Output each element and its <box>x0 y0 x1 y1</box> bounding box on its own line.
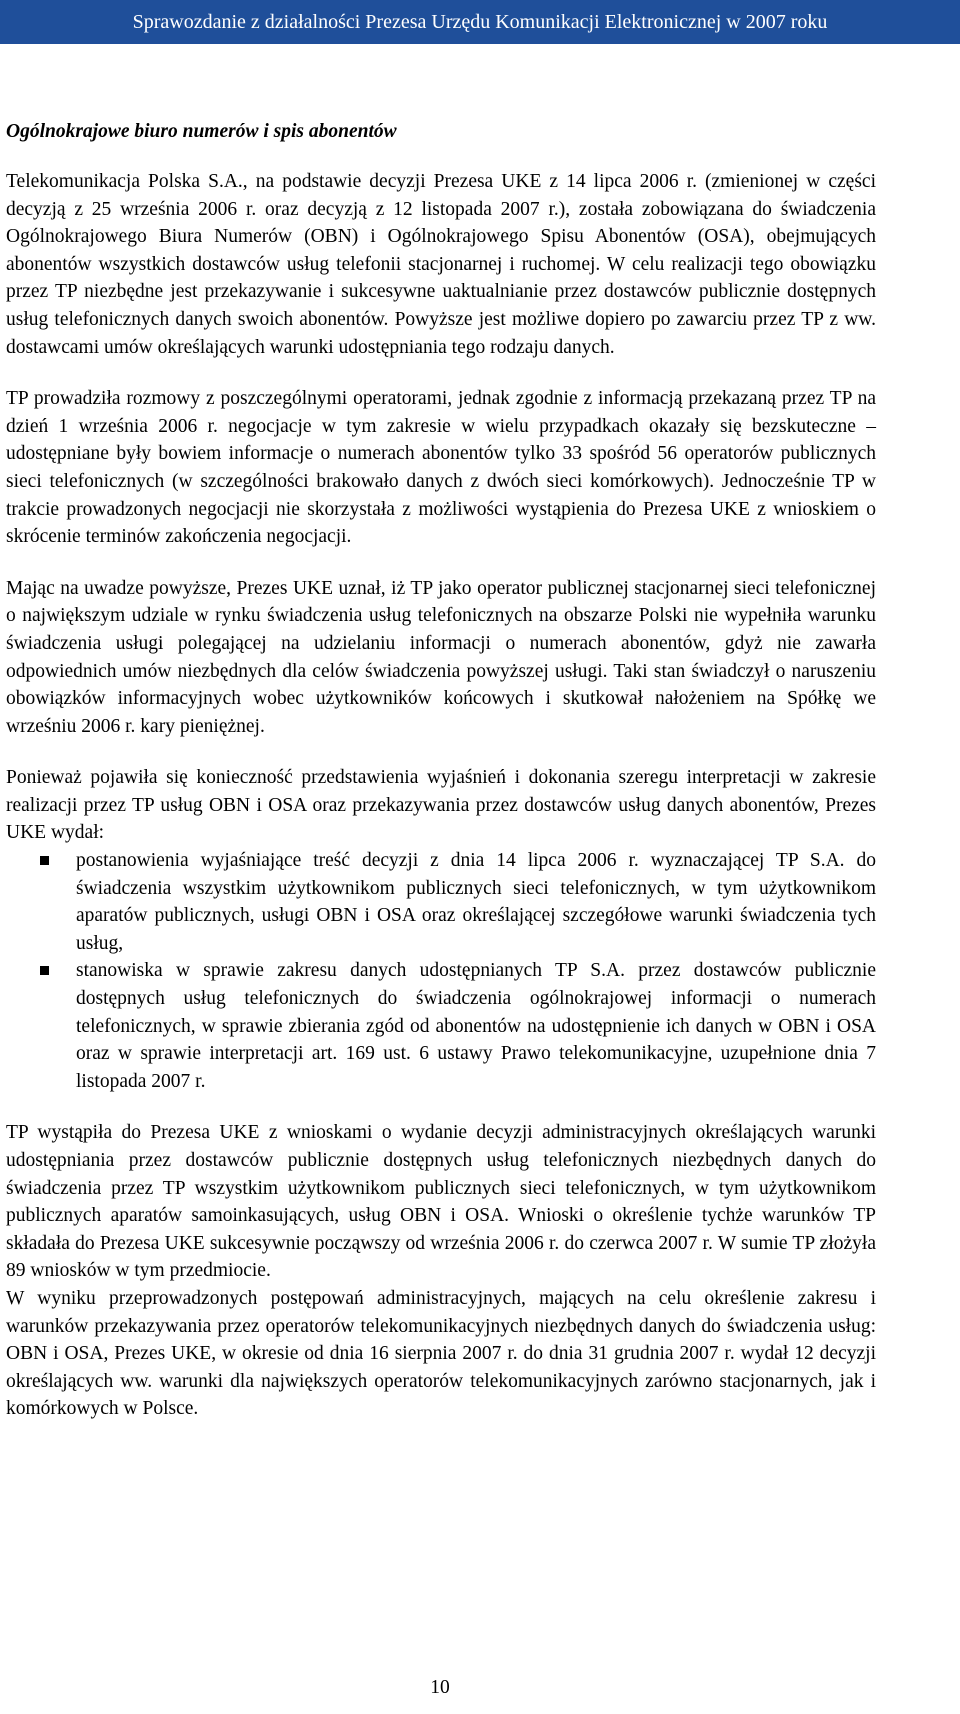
document-body <box>6 118 876 1423</box>
square-bullet-icon <box>40 966 49 975</box>
section-title: Ogólnokrajowe biuro numerów i spis abonentów <box>6 121 397 142</box>
list-item <box>6 957 876 1095</box>
square-bullet-icon <box>40 856 49 865</box>
paragraph-negotiations: TP prowadziła rozmowy z poszczególnymi operatorami, jednak zgodnie z informacją przekazaną przez TP na dzień 1 września 2006 r. negocjacje w tym zakresie w wielu przypadkach okazały się bezskuteczne – udostępniane były bowiem informacje o numerach abonentów tylko 33 spośród 56 operatorów publicznych sieci telefonicznych (w szczególności brakowało danych z dwóch sieci komórkowych). Jednocześnie TP w trakcie prowadzonych negocjacji nie skorzystała z możliwości wystąpienia do Prezesa UKE z wnioskiem o skrócenie terminów zakończenia negocjacji. <box>6 388 876 548</box>
paragraph-penalty: Mając na uwadze powyższe, Prezes UKE uznał, iż TP jako operator publicznej stacjonarnej sieci telefonicznej o największym udziale w rynku świadczenia usług telefonicznych na obszarze Polski nie wypełniła warunku świadczenia usługi polegającej na udzielaniu informacji o numerach abonentów, gdyż nie zawarła odpowiednich umów niezbędnych dla celów świadczenia powyższej usługi. Taki stan świadczył o naruszeniu obowiązków informacyjnych wobec użytkowników końcowych i skutkował nałożeniem na Spółkę we wrześniu 2006 r. kary pieniężnej. <box>6 577 876 737</box>
paragraph-interpretations-intro: Ponieważ pojawiła się konieczność przedstawienia wyjaśnień i dokonania szeregu interpretacji w zakresie realizacji przez TP usług OBN i OSA oraz przekazywania przez dostawców usług danych abonentów, Prezes UKE wydał: <box>6 767 876 844</box>
list-item-text: stanowiska w sprawie zakresu danych udostępnianych TP S.A. przez dostawców publicznie dostępnych usług telefonicznych do świadczenia ogólnokrajowej informacji o numerach telefonicznych, w sprawie zbierania zgód od abonentów na udostępnienie ich danych w OBN i OSA oraz w sprawie interpretacji art. 169 ust. 6 ustawy Prawo telekomunikacyjne, uzupełnione dnia 7 listopada 2007 r. <box>76 960 876 1092</box>
decisions-list <box>6 847 876 1095</box>
paragraph-administrative-decisions: W wyniku przeprowadzonych postępowań administracyjnych, mających na celu określenie zakresu i warunków przekazywania przez operatorów telekomunikacyjnych niezbędnych danych do świadczenia usług: OBN i OSA, Prezes UKE, w okresie od dnia 16 sierpnia 2007 r. do dnia 31 grudnia 2007 r. wydał 12 decyzji określających ww. warunki dla największych operatorów telekomunikacyjnych zarówno stacjonarnych, jak i komórkowych w Polsce. <box>6 1287 876 1420</box>
paragraph-tp-applications: TP wystąpiła do Prezesa UKE z wnioskami o wydanie decyzji administracyjnych określających warunki udostępniania przez dostawców publicznie dostępnych usług telefonicznych niezbędnych danych do świadczenia przez TP wszystkim użytkownikom publicznych sieci telefonicznych, w tym użytkownikom publicznych aparatów samoinkasujących, usług OBN i OSA. Wnioski o określenie tychże warunków TP składała do Prezesa UKE sukcesywnie począwszy od września 2006 r. do czerwca 2007 r. W sumie TP złożyła 89 wniosków w tym przedmiocie. <box>6 1122 876 1282</box>
report-header-title: Sprawozdanie z działalności Prezesa Urzędu Komunikacji Elektronicznej w 2007 roku <box>132 11 828 33</box>
list-item <box>6 847 876 957</box>
list-item-text: postanowienia wyjaśniające treść decyzji z dnia 14 lipca 2006 r. wyznaczającej TP S.A. do świadczenia wszystkim użytkownikom publicznych sieci telefonicznych, w tym użytkownikom aparatów publicznych, usługi OBN i OSA oraz określającej szczegółowe warunki świadczenia tych usług, <box>76 850 876 954</box>
page-number: 10 <box>430 1677 450 1698</box>
report-header <box>0 0 960 44</box>
paragraph-obn-osa-obligation: Telekomunikacja Polska S.A., na podstawie decyzji Prezesa UKE z 14 lipca 2006 r. (zmienionej w części decyzją z 25 września 2006 r. oraz decyzją z 12 listopada 2007 r.), została zobowiązana do świadczenia Ogólnokrajowego Biura Numerów (OBN) i Ogólnokrajowego Spisu Abonentów (OSA), obejmujących abonentów wszystkich dostawców usług telefonii stacjonarnej i ruchomej. W celu realizacji tego obowiązku przez TP niezbędne jest przekazywanie i sukcesywne uaktualnianie przez dostawców publicznie dostępnych usług telefonicznych danych swoich abonentów. Powyższe jest możliwe dopiero po zawarciu przez TP z ww. dostawcami umów określających warunki udostępniania tego rodzaju danych. <box>6 171 876 358</box>
